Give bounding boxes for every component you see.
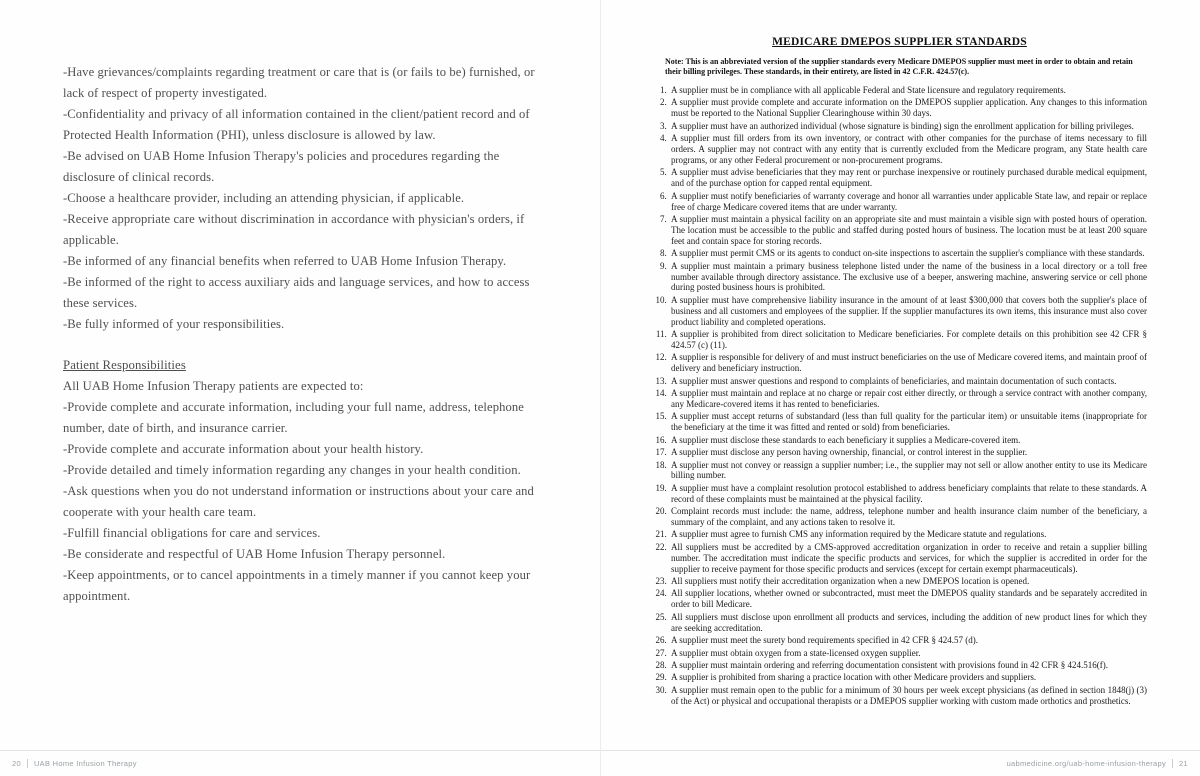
supplier-standard-item: 5. A supplier must advise beneficiaries that they may rent or purchase inexpensive or routinely purchased durable medical equipment, and of the purchase option for capped rental equipment. [669, 167, 1147, 189]
patient-right-item: -Confidentiality and privacy of all information contained in the client/patient record and of Protected Health Information (PHI), unless disclosure is allowed by law. [63, 107, 530, 142]
right-page-content [601, 0, 1200, 707]
document-title: MEDICARE DMEPOS SUPPLIER STANDARDS [772, 36, 1027, 48]
supplier-standard-item: 29. A supplier is prohibited from sharing a practice location with other Medicare providers and suppliers. [669, 672, 1147, 683]
supplier-standard-item: 25. All suppliers must disclose upon enrollment all products and services, including the addition of new product lines for which they are seeking accreditation. [669, 612, 1147, 634]
supplier-standard-item: 6. A supplier must notify beneficiaries of warranty coverage and honor all warranties under applicable State law, and repair or replace free of charge Medicare covered items that are under warranty. [669, 191, 1147, 213]
patient-responsibility-item: -Provide detailed and timely information regarding any changes in your health condition. [63, 463, 521, 477]
left-page-number: 20 [12, 759, 21, 768]
supplier-standard-item: 4. A supplier must fill orders from its own inventory, or contract with other companies for the purchase of items necessary to fill orders. A supplier may not contract with any entity that is currently excluded from the Medicare program, any State health care programs, or any other Federal procurement or non-procurement programs. [669, 133, 1147, 166]
supplier-standard-item: 21. A supplier must agree to furnish CMS any information required by the Medicare statute and regulations. [669, 529, 1147, 540]
patient-responsibility-item: -Be considerate and respectful of UAB Home Infusion Therapy personnel. [63, 547, 446, 561]
supplier-standard-item: 24. All supplier locations, whether owned or subcontracted, must meet the DMEPOS quality standards and be separately accredited in order to bill Medicare. [669, 588, 1147, 610]
supplier-standard-item: 27. A supplier must obtain oxygen from a state-licensed oxygen supplier. [669, 648, 1147, 659]
supplier-standard-item: 14. A supplier must maintain and replace at no charge or repair cost either directly, or through a service contract with another company, any Medicare-covered items it has rented to beneficiaries. [669, 388, 1147, 410]
supplier-standard-item: 28. A supplier must maintain ordering and referring documentation consistent with provisions found in 42 CFR § 424.516(f). [669, 660, 1147, 671]
supplier-standards-list [652, 85, 1147, 707]
supplier-standard-item: 18. A supplier must not convey or reassign a supplier number; i.e., the supplier may not sell or allow another entity to use its Medicare billing number. [669, 460, 1147, 482]
supplier-standard-item: 1. A supplier must be in compliance with all applicable Federal and State licensure and regulatory requirements. [669, 85, 1147, 96]
patient-responsibility-item: -Provide complete and accurate information about your health history. [63, 442, 424, 456]
supplier-standard-item: 17. A supplier must disclose any person having ownership, financial, or control interest in the supplier. [669, 447, 1147, 458]
left-page-content [0, 0, 600, 607]
patient-right-item: -Choose a healthcare provider, including an attending physician, if applicable. [63, 191, 465, 205]
supplier-standard-item: 13. A supplier must answer questions and respond to complaints of beneficiaries, and maintain documentation of such contacts. [669, 376, 1147, 387]
patient-right-item: -Be informed of any financial benefits when referred to UAB Home Infusion Therapy. [63, 254, 507, 268]
patient-responsibility-item: -Provide complete and accurate information, including your full name, address, telephone number, date of birth, and insurance carrier. [63, 400, 524, 435]
patient-responsibility-item: -Keep appointments, or to cancel appointments in a timely manner if you cannot keep your appointment. [63, 568, 531, 603]
supplier-standard-item: 9. A supplier must maintain a primary business telephone listed under the name of the business in a local directory or a toll free number available through directory assistance. The exclusive use of a beeper, answering machine, answering service or cell phone during posted business hours is prohibited. [669, 261, 1147, 294]
patient-responsibility-item: -Fulfill financial obligations for care and services. [63, 526, 321, 540]
supplier-standard-item: 20. Complaint records must include: the name, address, telephone number and health insurance claim number of the beneficiary, a summary of the complaint, and any actions taken to resolve it. [669, 506, 1147, 528]
supplier-standard-item: 22. All suppliers must be accredited by a CMS-approved accreditation organization in order to receive and retain a supplier billing number. The accreditation must indicate the specific products and services, for which the supplier is accredited in order for the supplier to receive payment for those specific products and services (except for certain exempt pharmaceuticals). [669, 542, 1147, 575]
supplier-standard-item: 8. A supplier must permit CMS or its agents to conduct on-site inspections to ascertain the supplier's compliance with these standards. [669, 248, 1147, 259]
patient-right-item: -Have grievances/complaints regarding treatment or care that is (or fails to be) furnished, or lack of respect of property investigated. [63, 65, 535, 100]
supplier-standard-item: 30. A supplier must remain open to the public for a minimum of 30 hours per week except physicians (as defined in section 1848(j) (3) of the Act) or physical and occupational therapists or a DMEPOS supplier working with custom made orthotics and prosthetics. [669, 685, 1147, 707]
supplier-standard-item: 23. All suppliers must notify their accreditation organization when a new DMEPOS location is opened. [669, 576, 1147, 587]
supplier-standard-item: 19. A supplier must have a complaint resolution protocol established to address beneficiary complaints that relate to these standards. A record of these complaints must be maintained at the physical facility. [669, 483, 1147, 505]
right-page-number: 21 [1179, 759, 1188, 768]
supplier-standard-item: 11. A supplier is prohibited from direct solicitation to Medicare beneficiaries. For complete details on this prohibition see 42 CFR § 424.57 (c) (11). [669, 329, 1147, 351]
left-footer-label: UAB Home Infusion Therapy [33, 759, 137, 768]
footer-divider [27, 759, 28, 768]
patient-rights-list [63, 62, 535, 335]
footer-site-url: uabmedicine.org/uab-home-infusion-therapy [1006, 759, 1167, 768]
patient-right-item: -Be advised on UAB Home Infusion Therapy's policies and procedures regarding the disclosure of clinical records. [63, 149, 500, 184]
patient-responsibility-item: -Ask questions when you do not understand information or instructions about your care and cooperate with your health care team. [63, 484, 534, 519]
supplier-standard-item: 10. A supplier must have comprehensive liability insurance in the amount of at least $300,000 that covers both the supplier's place of business and all customers and employees of the supplier. If the supplier manufactures its own items, this insurance must also cover product liability and completed operations. [669, 295, 1147, 328]
right-page-footer [601, 750, 1200, 776]
supplier-standard-item: 12. A supplier is responsible for delivery of and must instruct beneficiaries on the use of Medicare covered items, and maintain proof of delivery and beneficiary instruction. [669, 352, 1147, 374]
patient-responsibilities-list [63, 397, 535, 607]
responsibilities-heading: Patient Responsibilities [63, 358, 186, 372]
supplier-standard-item: 16. A supplier must disclose these standards to each beneficiary it supplies a Medicare-covered item. [669, 435, 1147, 446]
supplier-standard-item: 7. A supplier must maintain a physical facility on an appropriate site and must maintain a visible sign with posted hours of operation. The location must be accessible to the public and staffed during posted hours of business. The location must be at least 200 square feet and contain space for storing records. [669, 214, 1147, 247]
supplier-standard-item: 3. A supplier must have an authorized individual (whose signature is binding) sign the enrollment application for billing privileges. [669, 121, 1147, 132]
left-page-footer [0, 750, 600, 776]
supplier-standard-item: 26. A supplier must meet the surety bond requirements specified in 42 CFR § 424.57 (d). [669, 635, 1147, 646]
responsibilities-intro: All UAB Home Infusion Therapy patients are expected to: [63, 379, 364, 393]
patient-right-item: -Be informed of the right to access auxiliary aids and language services, and how to access these services. [63, 275, 530, 310]
patient-right-item: -Receive appropriate care without discrimination in accordance with physician's orders, if applicable. [63, 212, 525, 247]
right-page [600, 0, 1200, 776]
abbreviated-version-note: Note: This is an abbreviated version of the supplier standards every Medicare DMEPOS supplier must meet in order to obtain and retain their billing privileges. These standards, in their entirety, are listed in 42 C.F.R. 424.57(c). [665, 57, 1133, 76]
patient-right-item: -Be fully informed of your responsibilities. [63, 317, 285, 331]
supplier-standard-item: 15. A supplier must accept returns of substandard (less than full quality for the particular item) or unsuitable items (inappropriate for the beneficiary at the time it was fitted and rented or sold) from beneficiaries. [669, 411, 1147, 433]
footer-divider [1172, 759, 1173, 768]
supplier-standard-item: 2. A supplier must provide complete and accurate information on the DMEPOS supplier application. Any changes to this information must be reported to the National Supplier Clearinghouse within 30 days. [669, 97, 1147, 119]
